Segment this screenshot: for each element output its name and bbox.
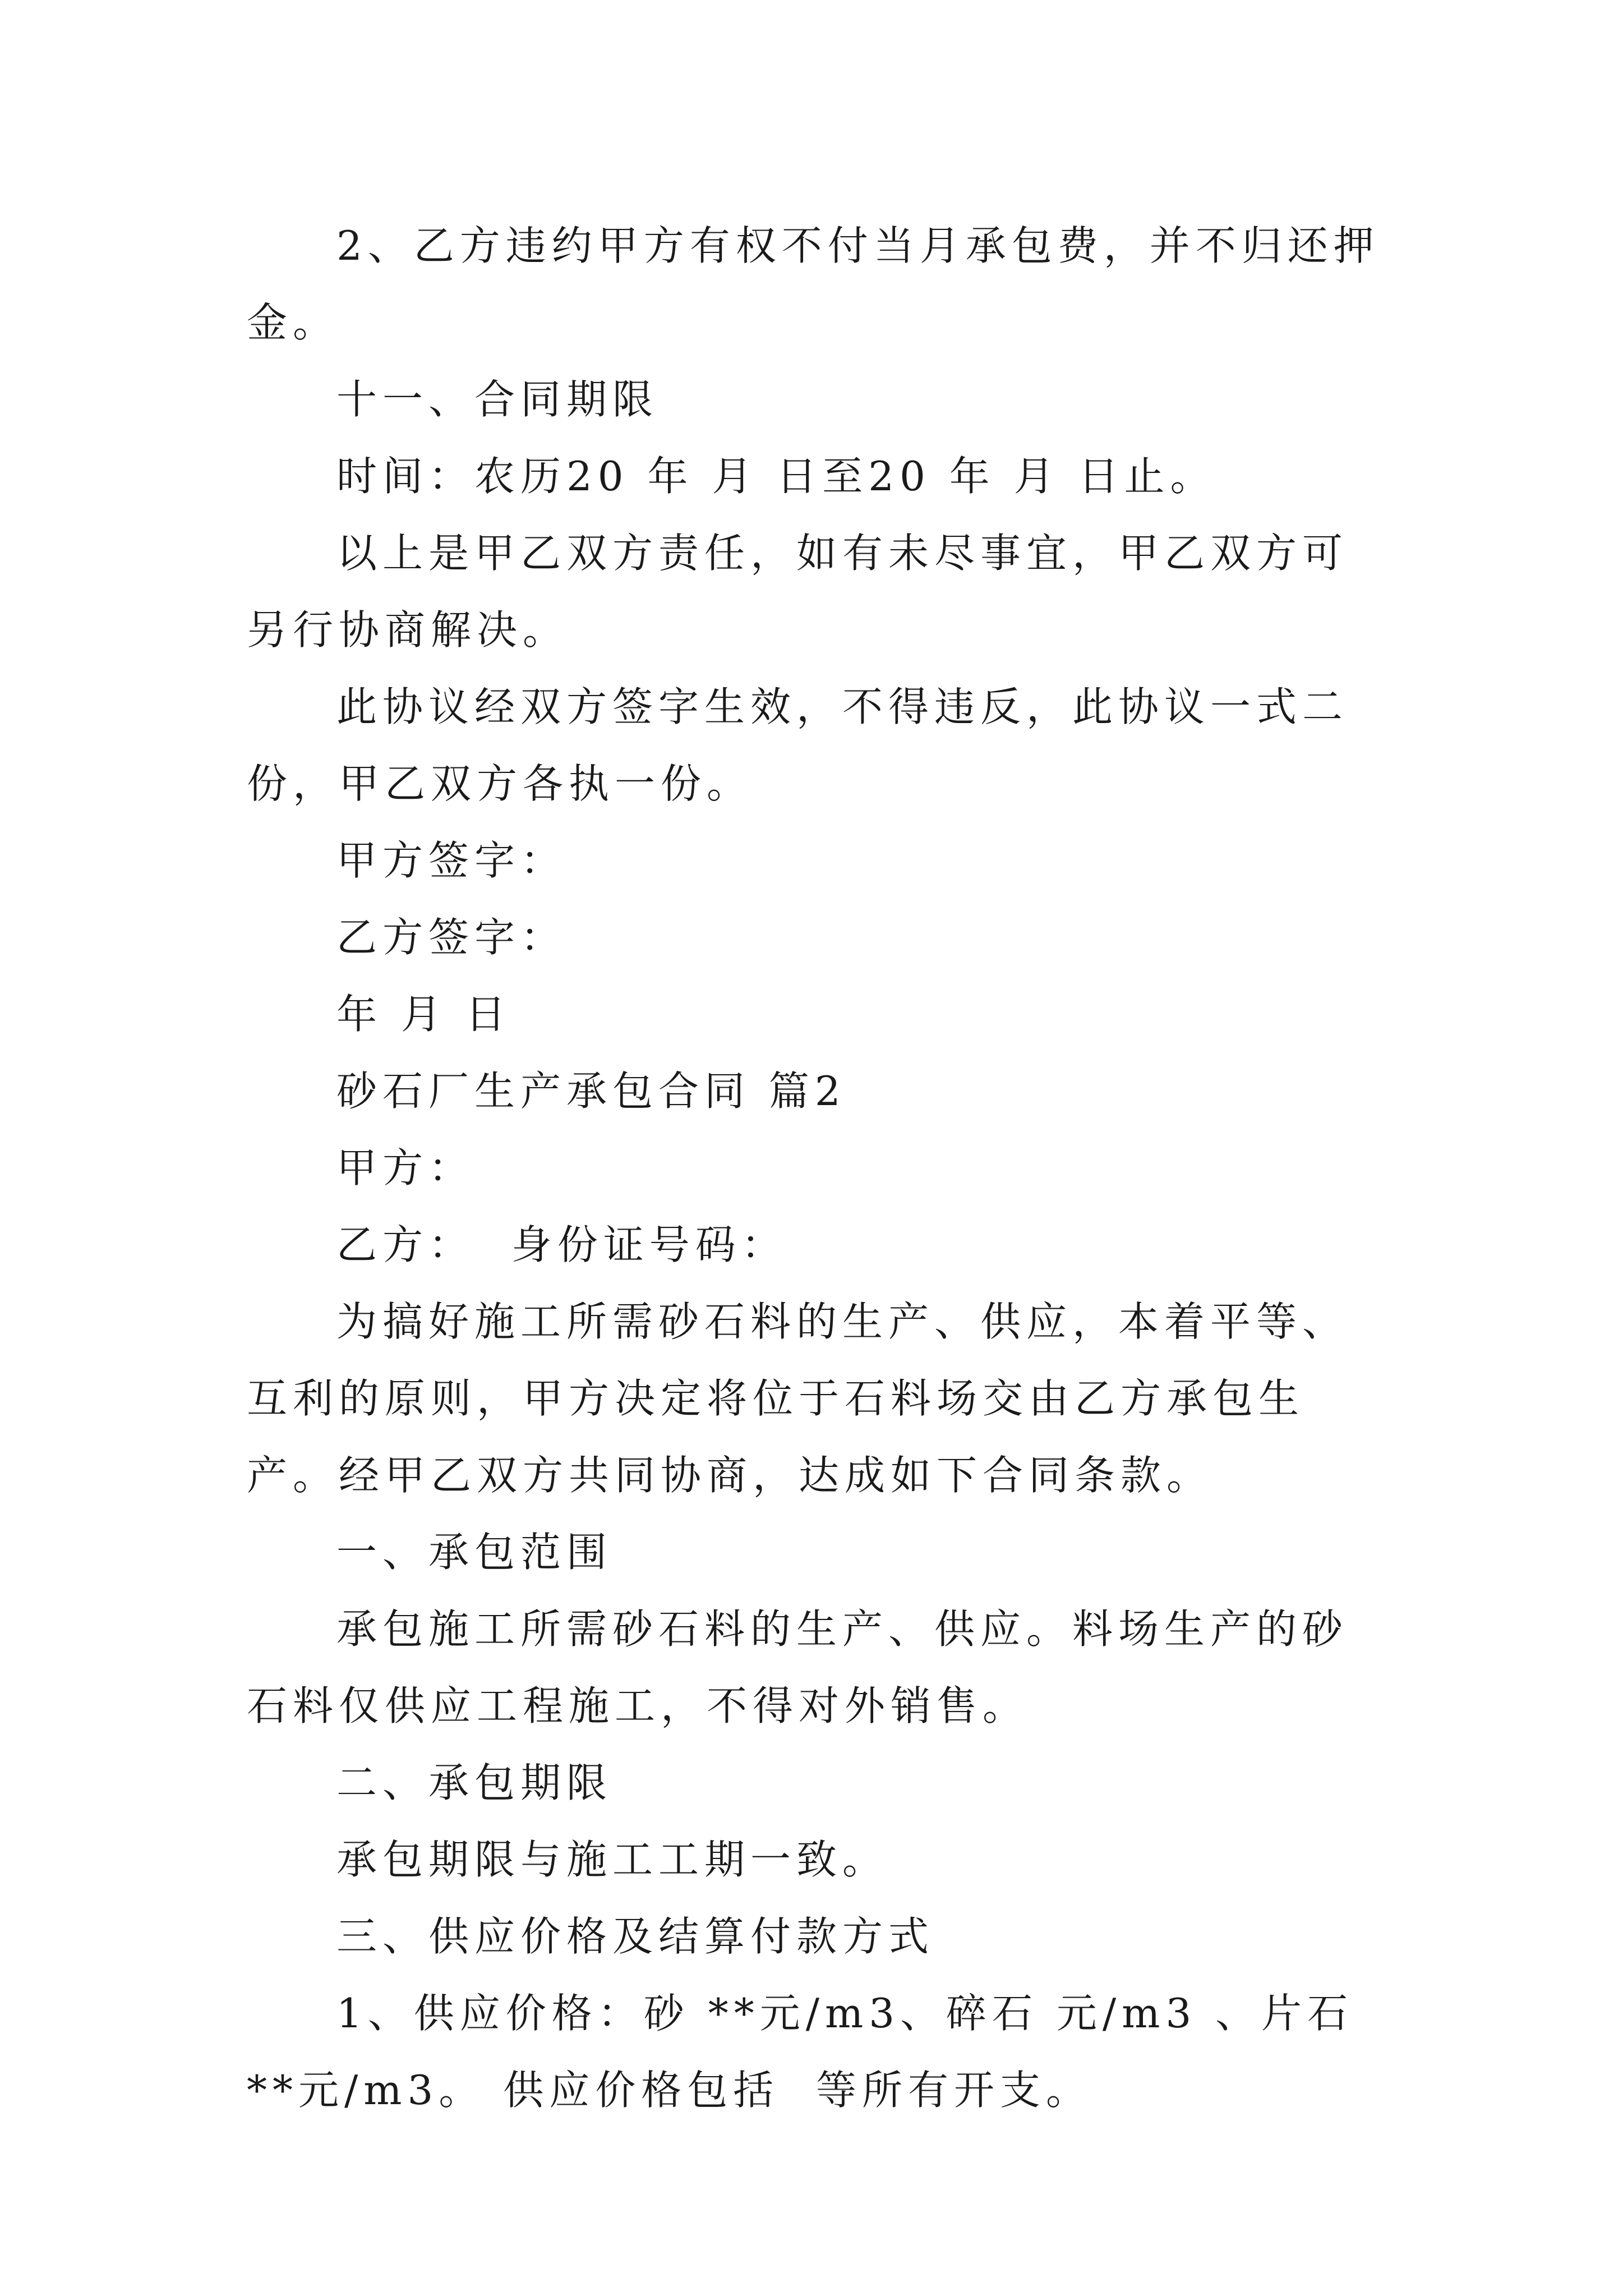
party-a-line: 甲方： [336,1144,475,1191]
section-heading-term: 二、承包期限 [336,1759,613,1806]
contract-title-part-2: 砂石厂生产承包合同 篇2 [336,1068,846,1115]
section-heading-pricing: 三、供应价格及结算付款方式 [336,1913,935,1960]
paragraph-unresolved-matters: 以上是甲乙双方责任，如有未尽事宜，甲乙双方可另行协商解决。 [247,530,1349,654]
paragraph-pricing: 1、供应价格：砂 **元/m3、碎石 元/m3 、片石 **元/m3。 供应价格包括 等所有开支。 [247,1990,1372,2114]
section-heading-scope: 一、承包范围 [336,1529,613,1576]
contract-time-line: 时间：农历20 年 月 日至20 年 月 日止。 [336,453,1216,500]
clause-breach-deposit: 2、乙方违约甲方有权不付当月承包费，并不归还押金。 [247,222,1380,346]
paragraph-preamble: 为搞好施工所需砂石料的生产、供应，本着平等、互利的原则，甲方决定将位于石料场交由乙方承包生产。经甲乙双方共同协商，达成如下合同条款。 [247,1298,1349,1499]
party-a-signature-line: 甲方签字： [336,837,567,884]
paragraph-signing-effect: 此协议经双方签字生效，不得违反，此协议一式二份，甲乙双方各执一份。 [247,683,1349,807]
document-body [247,208,1391,2129]
party-b-id-line: 乙方： 身份证号码： [336,1221,787,1268]
section-heading-contract-term: 十一、合同期限 [336,376,659,423]
party-b-signature-line: 乙方签字： [336,914,567,961]
paragraph-term: 承包期限与施工工期一致。 [336,1836,889,1883]
date-line: 年 月 日 [336,991,511,1038]
paragraph-scope: 承包施工所需砂石料的生产、供应。料场生产的砂石料仅供应工程施工，不得对外销售。 [247,1605,1349,1729]
